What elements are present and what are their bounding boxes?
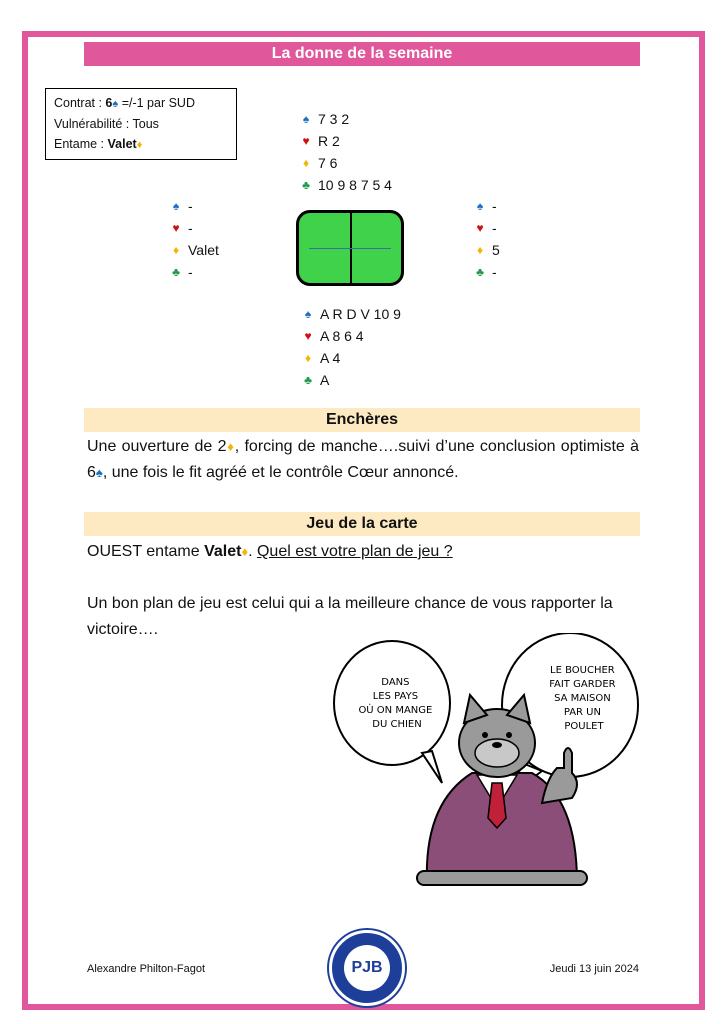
club-icon: ♣ <box>304 373 312 387</box>
date: Jeudi 13 juin 2024 <box>549 963 639 975</box>
contract-box <box>45 88 237 160</box>
contract-level: 6 <box>105 96 113 110</box>
play-heading: Jeu de la carte <box>84 512 640 536</box>
club-icon: ♣ <box>172 265 180 279</box>
bidding-heading: Enchères <box>84 408 640 432</box>
bidding-paragraph: Une ouverture de 2♦, forcing de manche….suivi d’une conclusion optimiste à 6♠, une fois le fit agréé et le contrôle Cœur annoncé. <box>87 438 639 481</box>
plan-question: Quel est votre plan de jeu ? <box>256 543 453 560</box>
plan-paragraph: Un bon plan de jeu est celui qui a la meilleure chance de vous rapporter la victoire…. <box>87 595 613 638</box>
logo-text: PJB <box>351 959 383 976</box>
heart-icon: ♥ <box>172 221 180 235</box>
club-icon: ♣ <box>476 265 484 279</box>
south-hearts: A 8 6 4 <box>320 328 364 344</box>
west-diamonds: Valet <box>188 242 219 258</box>
diamond-icon: ♦ <box>226 439 235 454</box>
spade-icon: ♠ <box>304 307 312 321</box>
bubble-right-line: SA MAISON <box>554 693 611 704</box>
spade-icon: ♠ <box>112 98 119 110</box>
spade-icon: ♠ <box>95 465 103 480</box>
bubble-left-line: DU CHIEN <box>372 719 422 730</box>
club-logo <box>329 930 405 1006</box>
south-hand <box>300 303 401 391</box>
bridge-table <box>296 210 404 286</box>
bubble-right-line: PAR UN <box>563 707 601 718</box>
south-spades: A R D V 10 9 <box>320 306 401 322</box>
west-spades: - <box>188 198 193 214</box>
cat-cartoon <box>332 633 642 893</box>
north-spades: 7 3 2 <box>318 111 350 127</box>
heart-icon: ♥ <box>304 329 312 343</box>
bubble-right-line: LE BOUCHER <box>550 665 615 676</box>
club-icon: ♣ <box>302 178 310 192</box>
west-clubs: - <box>188 264 193 280</box>
diamond-icon: ♦ <box>241 544 249 559</box>
page-title: La donne de la semaine <box>84 42 640 66</box>
spade-icon: ♠ <box>302 112 310 126</box>
north-diamonds: 7 6 <box>318 155 338 171</box>
bubble-left-line: DANS <box>381 677 410 688</box>
diamond-icon: ♦ <box>136 139 143 151</box>
table-line <box>309 248 391 249</box>
heart-icon: ♥ <box>302 134 310 148</box>
north-clubs: 10 9 8 7 5 4 <box>318 177 392 193</box>
bubble-right-line: POULET <box>564 721 604 732</box>
diamond-icon: ♦ <box>476 243 484 257</box>
bubble-left-line: LES PAYS <box>372 691 419 702</box>
east-diamonds: 5 <box>492 242 500 258</box>
north-hearts: R 2 <box>318 133 340 149</box>
spade-icon: ♠ <box>476 199 484 213</box>
east-clubs: - <box>492 264 497 280</box>
contract-line: Contrat : 6♠ =/-1 par SUD <box>54 96 195 110</box>
west-hearts: - <box>188 220 193 236</box>
bubble-left-line: OÙ ON MANGE <box>358 705 433 716</box>
spade-icon: ♠ <box>172 199 180 213</box>
west-hand <box>168 195 219 283</box>
vulnerability-line: Vulnérabilité : Tous <box>54 117 159 131</box>
bubble-right-line: FAIT GARDER <box>549 679 616 690</box>
play-paragraph: OUEST entame Valet♦. Quel est votre plan de jeu ? <box>87 543 453 560</box>
east-hearts: - <box>492 220 497 236</box>
east-spades: - <box>492 198 497 214</box>
south-clubs: A <box>320 372 330 388</box>
east-hand <box>472 195 500 283</box>
south-diamonds: A 4 <box>320 350 341 366</box>
diamond-icon: ♦ <box>302 156 310 170</box>
heart-icon: ♥ <box>476 221 484 235</box>
north-hand <box>298 108 392 196</box>
lead-line: Entame : Valet♦ <box>54 137 143 151</box>
diamond-icon: ♦ <box>172 243 180 257</box>
author: Alexandre Philton-Fagot <box>87 963 206 975</box>
diamond-icon: ♦ <box>304 351 312 365</box>
